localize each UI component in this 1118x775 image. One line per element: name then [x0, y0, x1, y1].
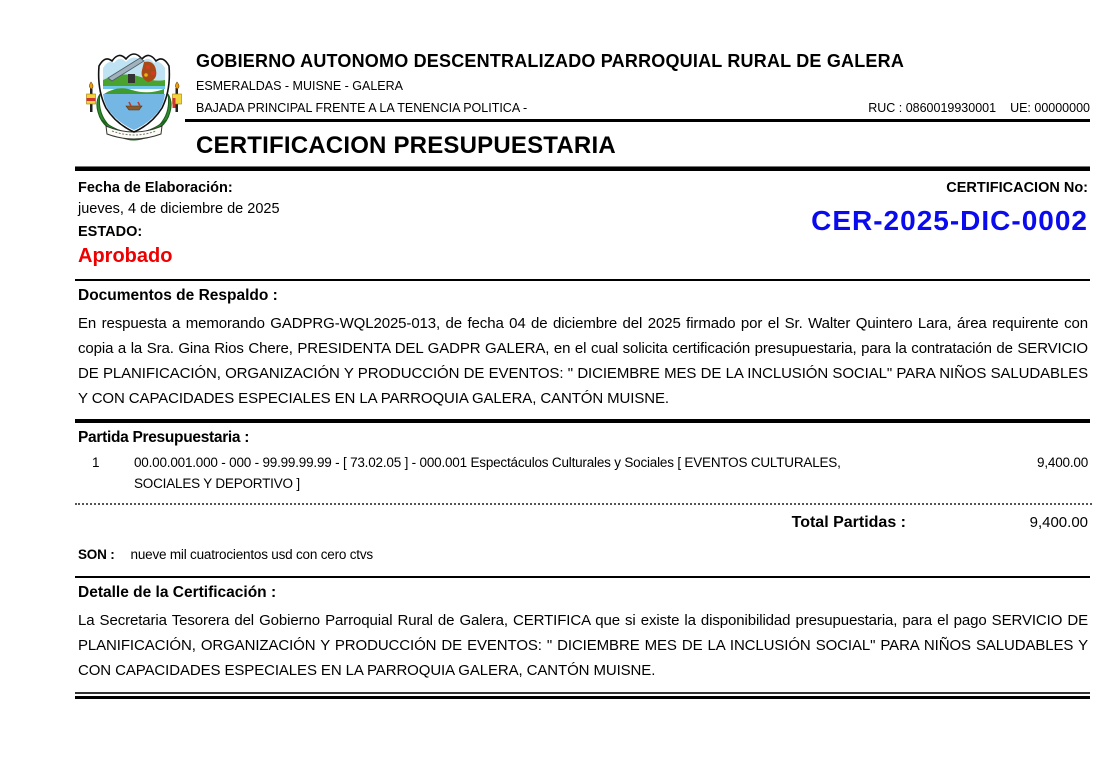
total-value: 9,400.00 [1029, 514, 1088, 531]
detalle-body: La Secretaria Tesorera del Gobierno Parroquial Rural de Galera, CERTIFICA que si existe la disponibilidad presupuestaria, para el pago SERVICIO DE PLANIFICACIÓN, ORGANIZACIÓN Y PRODUCCIÓN DE EVENTOS: " DICIEMBRE MES DE LA INCLUSIÓN SOCIAL" PARA NIÑOS SALUDABLES Y CON CAPACIDADES ESPECIALES EN LA PARROQUIA GALERA, CANTÓN MUISNE. [78, 612, 1088, 679]
org-name: GOBIERNO AUTONOMO DESCENTRALIZADO PARROQUIAL RURAL DE GALERA [196, 51, 905, 71]
coat-of-arms-icon [82, 42, 186, 148]
partida-number: 1 [92, 455, 100, 470]
dotted-rule [75, 503, 1092, 505]
partida-row [78, 452, 1088, 494]
partida-descripcion: 00.00.001.000 - 000 - 99.99.99.99 - [ 73.02.05 ] - 000.001 Espectáculos Culturales y Sociales [ EVENTOS CULTURALES, SOCIALES Y DEPORTIVO ] [134, 455, 841, 491]
estado-label: ESTADO: [78, 224, 143, 240]
letterhead [196, 0, 1090, 115]
title-rule [75, 166, 1090, 171]
header-rule [185, 119, 1090, 122]
total-row [78, 514, 1088, 532]
partidas-section [78, 429, 1088, 494]
org-location: ESMERALDAS - MUISNE - GALERA [196, 79, 403, 93]
cert-no-label: CERTIFICACION No: [946, 180, 1088, 196]
cert-no-value: CER-2025-DIC-0002 [811, 205, 1088, 236]
ruc-line [854, 101, 1090, 115]
son-label: SON : [78, 547, 115, 562]
son-value: nueve mil cuatrocientos usd con cero ctvs [130, 547, 373, 562]
ue-number: UE: 00000000 [1010, 101, 1090, 115]
section-rule [75, 576, 1090, 578]
section-rule [75, 419, 1090, 423]
respaldo-section [78, 287, 1088, 411]
closing-rule [75, 692, 1090, 699]
estado-value: Aprobado [78, 245, 173, 267]
document-title: CERTIFICACION PRESUPUESTARIA [196, 132, 616, 159]
partidas-heading: Partida Presupuestaria : [78, 429, 250, 446]
fecha-label: Fecha de Elaboración: [78, 180, 233, 196]
detalle-heading: Detalle de la Certificación : [78, 584, 277, 601]
torch-left [87, 82, 96, 112]
partida-monto: 9,400.00 [1037, 455, 1088, 470]
fecha-value: jueves, 4 de diciembre de 2025 [78, 201, 280, 217]
respaldo-body: En respuesta a memorando GADPRG-WQL2025-013, de fecha 04 de diciembre del 2025 firmado por el Sr. Walter Quintero Lara, área requirente con copia a la Sra. Gina Rios Chere, PRESIDENTA DEL GADPR GALERA, en el cual solicita certificación presupuestaria, para la contratación de SERVICIO DE PLANIFICACIÓN, ORGANIZACIÓN Y PRODUCCIÓN DE EVENTOS: " DICIEMBRE MES DE LA INCLUSIÓN SOCIAL" PARA NIÑOS SALUDABLES Y CON CAPACIDADES ESPECIALES EN LA PARROQUIA GALERA, CANTÓN MUISNE. [78, 315, 1088, 407]
torch-right [173, 82, 182, 112]
org-address: BAJADA PRINCIPAL FRENTE A LA TENENCIA POLITICA - [196, 101, 528, 115]
amount-in-words-row [78, 547, 1088, 562]
total-label: Total Partidas : [791, 514, 906, 531]
detalle-section [78, 584, 1088, 683]
section-rule [75, 279, 1090, 281]
ruc-number: RUC : 0860019930001 [868, 101, 997, 115]
respaldo-heading: Documentos de Respaldo : [78, 287, 278, 304]
